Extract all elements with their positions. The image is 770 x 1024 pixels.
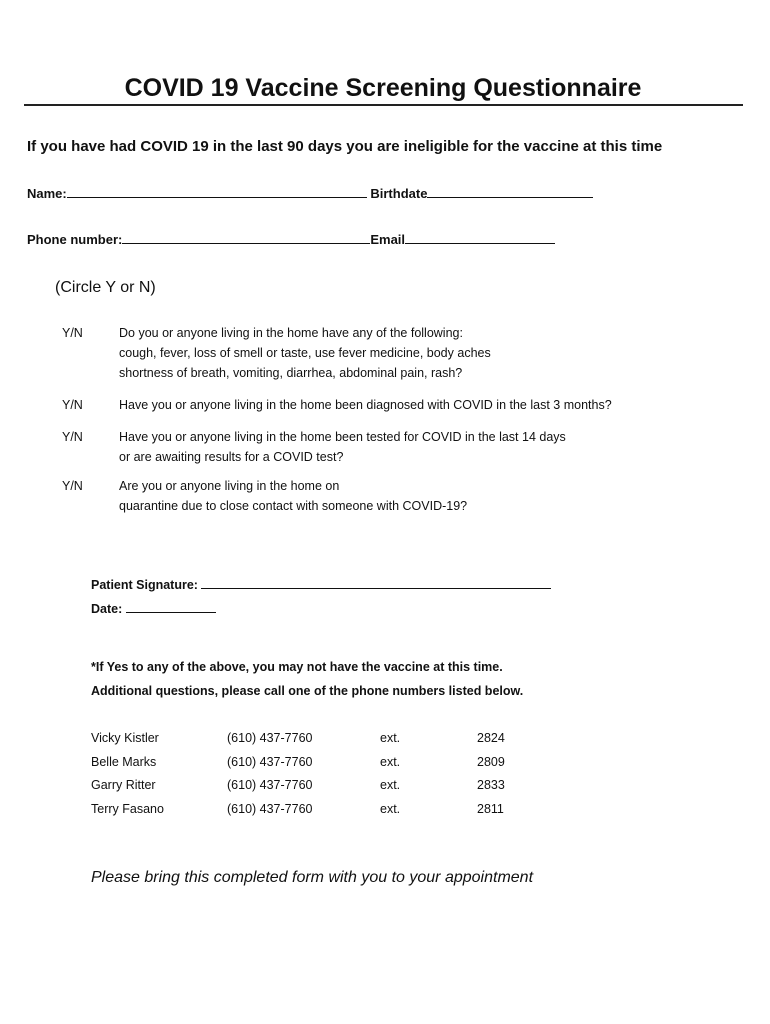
question-line: quarantine due to close contact with someone with COVID-19? [119, 499, 468, 513]
patient-signature-label: Patient Signature: [91, 578, 198, 592]
contact-row [91, 755, 611, 775]
contact-phone: (610) 437-7760 [227, 731, 313, 745]
contact-ext-label: ext. [380, 778, 401, 792]
yn-choice[interactable]: Y/N [62, 430, 83, 444]
yes-note: *If Yes to any of the above, you may not have the vaccine at this time. [91, 660, 503, 674]
question-line: Are you or anyone living in the home on [119, 479, 340, 493]
yn-choice[interactable]: Y/N [62, 479, 83, 493]
contact-ext: 2824 [477, 731, 505, 745]
question-text [119, 323, 719, 383]
contact-note: Additional questions, please call one of the phone numbers listed below. [91, 684, 524, 698]
question-line: Have you or anyone living in the home been diagnosed with COVID in the last 3 months? [119, 398, 612, 412]
contact-row [91, 731, 611, 751]
contact-row [91, 778, 611, 798]
question-text [119, 395, 719, 415]
name-label: Name: [27, 186, 67, 201]
question-text [119, 476, 719, 516]
page-title: COVID 19 Vaccine Screening Questionnaire [124, 74, 642, 102]
birthdate-label: Birthdate [370, 186, 428, 201]
name-field[interactable] [67, 186, 367, 198]
phone-field[interactable] [122, 232, 370, 244]
contact-name: Belle Marks [91, 755, 157, 769]
email-label: Email [370, 232, 406, 247]
contact-row [91, 802, 611, 822]
contact-ext-label: ext. [380, 755, 401, 769]
title-underline [24, 104, 743, 106]
patient-signature-field[interactable] [201, 577, 551, 589]
question-line: Have you or anyone living in the home been tested for COVID in the last 14 days [119, 430, 566, 444]
question-text [119, 427, 719, 467]
yn-choice[interactable]: Y/N [62, 326, 83, 340]
contact-name: Garry Ritter [91, 778, 156, 792]
patient-signature-row [91, 577, 551, 592]
contact-name: Terry Fasano [91, 802, 164, 816]
date-field[interactable] [126, 601, 216, 613]
contact-name: Vicky Kistler [91, 731, 159, 745]
question-line: Do you or anyone living in the home have any of the following: [119, 326, 463, 340]
question-line: cough, fever, loss of smell or taste, use fever medicine, body aches [119, 346, 491, 360]
yn-choice[interactable]: Y/N [62, 398, 83, 412]
contact-phone: (610) 437-7760 [227, 778, 313, 792]
question-line: or are awaiting results for a COVID test? [119, 450, 344, 464]
contact-phone: (610) 437-7760 [227, 755, 313, 769]
question-line: shortness of breath, vomiting, diarrhea, abdominal pain, rash? [119, 366, 463, 380]
contact-phone: (610) 437-7760 [227, 802, 313, 816]
closing-instruction: Please bring this completed form with you to your appointment [91, 869, 534, 886]
eligibility-warning: If you have had COVID 19 in the last 90 days you are ineligible for the vaccine at this time [27, 138, 663, 155]
contact-ext: 2833 [477, 778, 505, 792]
contact-ext-label: ext. [380, 731, 401, 745]
contact-ext-label: ext. [380, 802, 401, 816]
circle-instruction: (Circle Y or N) [55, 279, 156, 296]
phone-email-row [27, 232, 555, 247]
phone-label: Phone number: [27, 232, 123, 247]
date-row [91, 601, 216, 616]
contact-ext: 2809 [477, 755, 505, 769]
name-birthdate-row [27, 186, 593, 201]
birthdate-field[interactable] [427, 186, 593, 198]
email-field[interactable] [405, 232, 555, 244]
contact-ext: 2811 [477, 802, 504, 816]
date-label: Date: [91, 602, 123, 616]
